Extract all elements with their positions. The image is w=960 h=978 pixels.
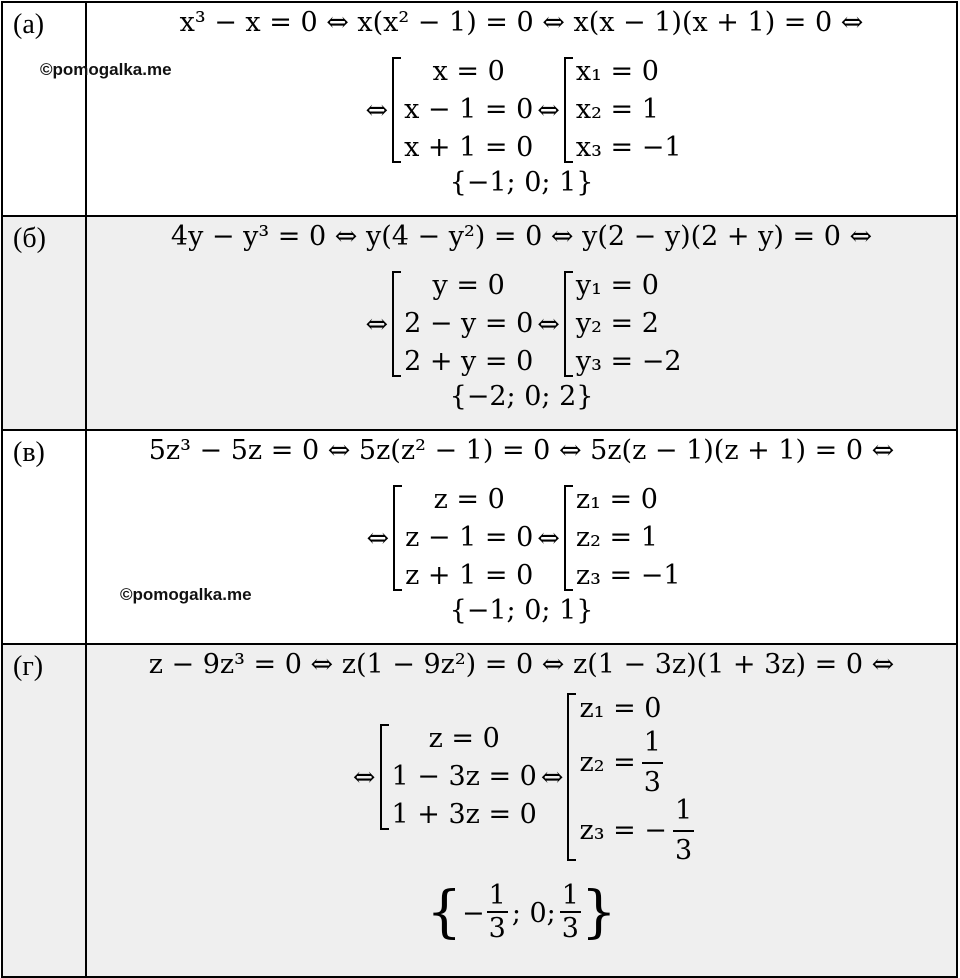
system-eq: 1 − 3z = 0 (391, 761, 537, 792)
root: z₁ = 0 (575, 484, 658, 515)
system-1 (380, 720, 537, 834)
root: y₃ = −2 (575, 346, 682, 377)
system-1 (393, 481, 533, 595)
row-label: (а) (2, 2, 86, 216)
denominator: 3 (488, 913, 506, 944)
answer-minus: − (462, 897, 485, 929)
root-lhs: z₃ = − (579, 815, 667, 846)
factorization-line: x³ − x = 0 ⇔ x(x² − 1) = 0 ⇔ x(x − 1)(x + 1) = 0 ⇔ (179, 7, 864, 38)
root: x₂ = 1 (575, 94, 659, 125)
systems-line (87, 481, 956, 595)
answer-set: {−2; 0; 2} (449, 381, 594, 412)
bracket-icon (392, 271, 401, 377)
brace-open: { (426, 880, 463, 945)
root: x₃ = −1 (575, 132, 682, 163)
brace-close: } (580, 880, 617, 945)
numerator: 1 (642, 724, 663, 764)
system-eq: z = 0 (433, 484, 505, 515)
bracket-icon (392, 57, 401, 163)
denominator: 3 (674, 835, 693, 866)
root (579, 729, 694, 797)
row-math (86, 644, 957, 977)
system-eq: z = 0 (428, 723, 500, 754)
factorization-line: z − 9z³ = 0 ⇔ z(1 − 9z²) = 0 ⇔ z(1 − 3z)(1 + 3z) = 0 ⇔ (148, 649, 895, 680)
fraction (487, 881, 508, 945)
systems-line (87, 689, 956, 865)
row-b (2, 216, 957, 430)
watermark: ©pomogalka.me (40, 60, 172, 79)
row-a (2, 2, 957, 216)
answer-set (87, 881, 956, 945)
root: z₂ = 1 (575, 522, 658, 553)
numerator: 1 (673, 792, 694, 832)
answer-set: {−1; 0; 1} (449, 167, 594, 198)
row-math (86, 2, 957, 216)
system-eq: z − 1 = 0 (405, 522, 534, 553)
system-eq: 2 + y = 0 (404, 346, 534, 377)
root-lhs: z₂ = (579, 747, 636, 778)
root: x₁ = 0 (575, 56, 659, 87)
row-label: (б) (2, 216, 86, 430)
row-label: (г) (2, 644, 86, 977)
numerator: 1 (561, 880, 579, 911)
system-2 (564, 53, 682, 167)
equivalence-sign: ⇔ (537, 522, 560, 554)
root: y₁ = 0 (575, 270, 659, 301)
system-2 (564, 481, 681, 595)
system-eq: z + 1 = 0 (405, 560, 534, 591)
watermark: ©pomogalka.me (120, 585, 252, 604)
system-1 (392, 53, 533, 167)
numerator: 1 (488, 880, 506, 911)
bracket-icon (380, 724, 389, 830)
fraction (673, 792, 694, 870)
equivalence-sign: ⇔ (537, 308, 560, 340)
root: z₃ = −1 (575, 560, 681, 591)
row-label: (в) (2, 430, 86, 644)
system-1 (392, 267, 533, 381)
systems-line (87, 267, 956, 381)
equivalence-sign: ⇔ (540, 761, 564, 793)
answer-middle: ; 0; (511, 897, 556, 929)
system-eq: x − 1 = 0 (404, 94, 534, 125)
equivalence-sign: ⇔ (365, 308, 389, 340)
system-2 (567, 689, 694, 865)
factorization-line: 4y − y³ = 0 ⇔ y(4 − y²) = 0 ⇔ y(2 − y)(2 + y) = 0 ⇔ (170, 221, 873, 252)
root: z₁ = 0 (579, 693, 662, 724)
equivalence-sign: ⇔ (352, 761, 376, 793)
system-eq: 2 − y = 0 (404, 308, 534, 339)
system-eq: x + 1 = 0 (404, 132, 534, 163)
row-math (86, 430, 957, 644)
bracket-icon (564, 485, 573, 591)
bracket-icon (564, 57, 573, 163)
systems-line (87, 53, 956, 167)
root: y₂ = 2 (575, 308, 659, 339)
system-eq: 1 + 3z = 0 (391, 799, 537, 830)
bracket-icon (393, 485, 402, 591)
system-2 (564, 267, 682, 381)
root (579, 797, 694, 865)
denominator: 3 (643, 767, 661, 798)
bracket-icon (567, 693, 576, 861)
answer-set: {−1; 0; 1} (449, 595, 594, 626)
row-v (2, 430, 957, 644)
equivalence-sign: ⇔ (365, 94, 389, 126)
fraction (642, 724, 663, 802)
system-eq: y = 0 (432, 270, 505, 301)
bracket-icon (564, 271, 573, 377)
system-eq: x = 0 (432, 56, 505, 87)
denominator: 3 (561, 913, 579, 944)
fraction (560, 881, 581, 945)
solutions-table (1, 1, 958, 978)
equivalence-sign: ⇔ (537, 94, 560, 126)
row-math (86, 216, 957, 430)
row-g (2, 644, 957, 977)
equivalence-sign: ⇔ (366, 522, 390, 554)
factorization-line: 5z³ − 5z = 0 ⇔ 5z(z² − 1) = 0 ⇔ 5z(z − 1)(z + 1) = 0 ⇔ (148, 435, 895, 466)
